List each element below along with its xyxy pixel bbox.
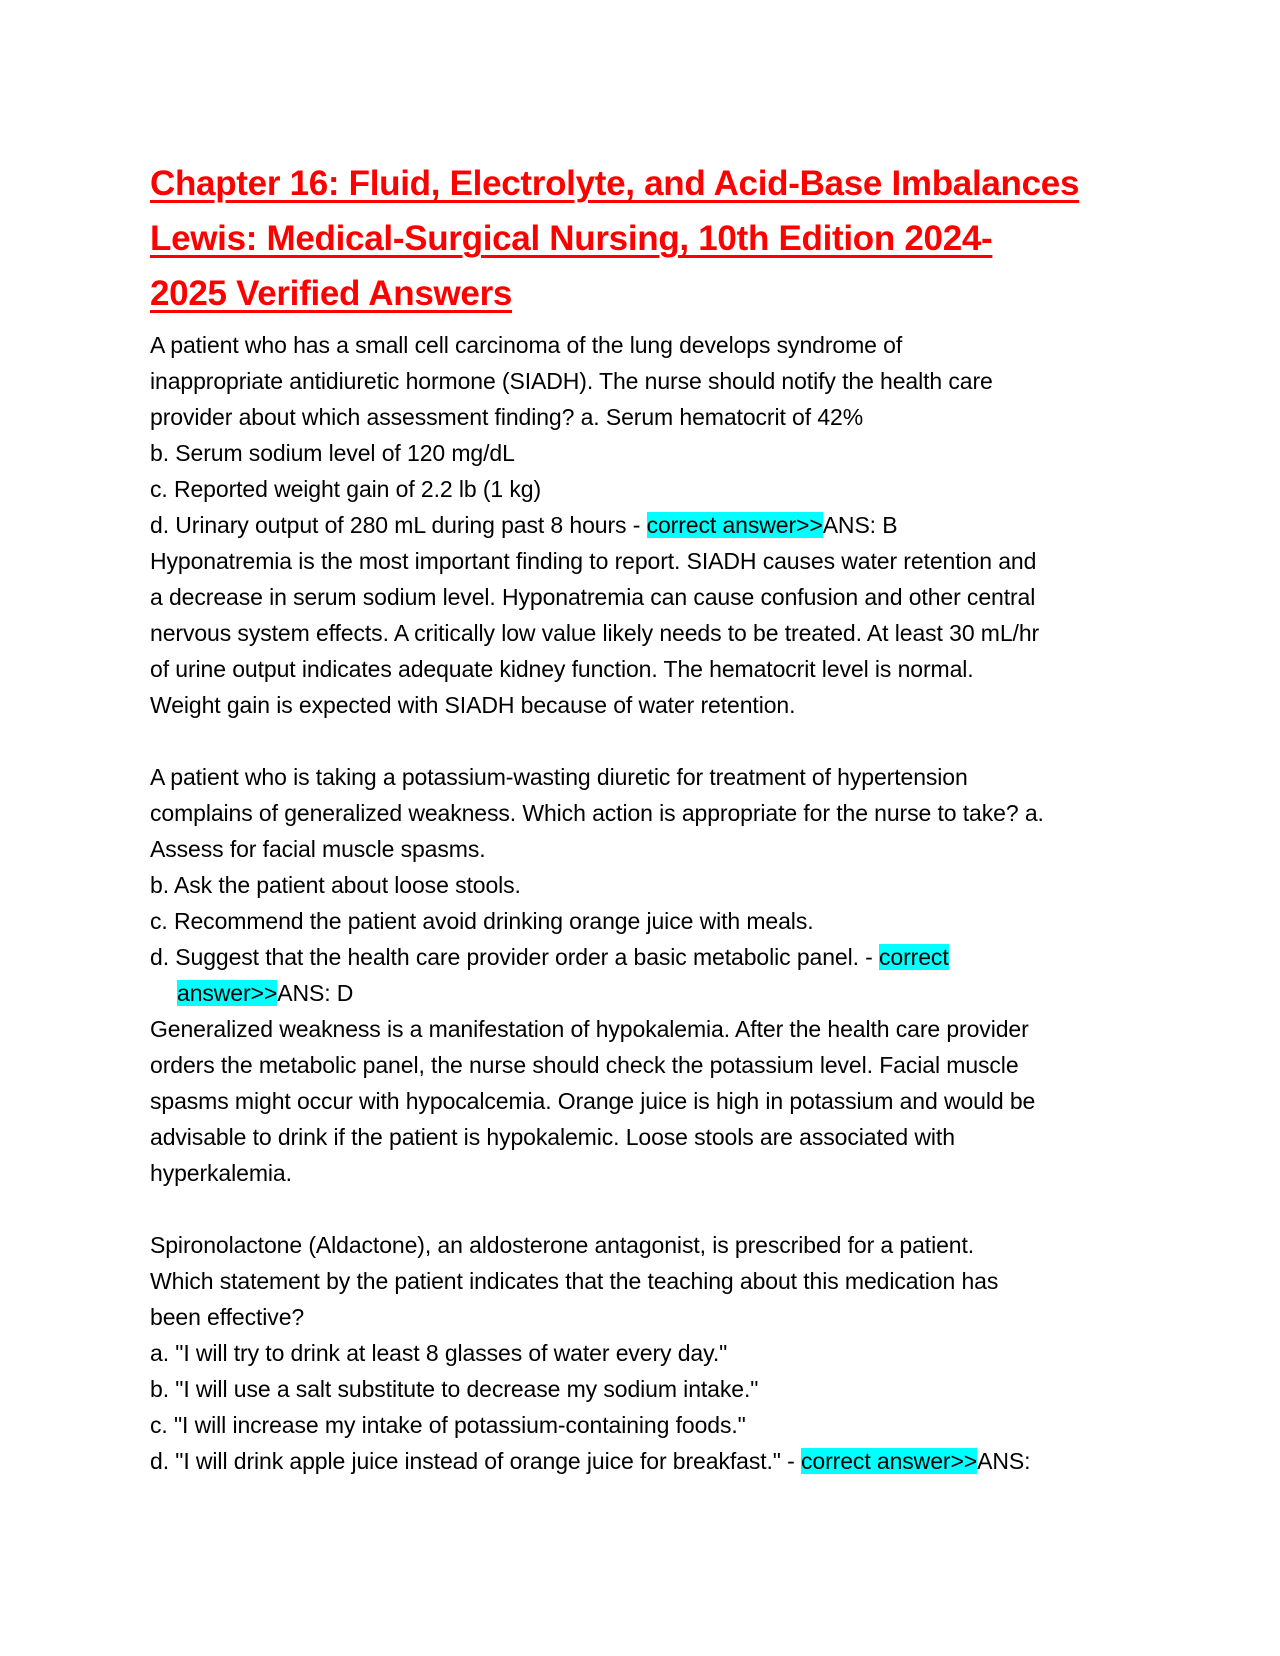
correct-answer-highlight: correct answer>> — [801, 1448, 978, 1474]
option-b: b. Serum sodium level of 120 mg/dL — [150, 440, 515, 466]
rationale-line: orders the metabolic panel, the nurse should check the potassium level. Facial muscle — [150, 1052, 1019, 1078]
option-d — [150, 1443, 1130, 1479]
title-line: Chapter 16: Fluid, Electrolyte, and Acid-Base Imbalances — [150, 164, 1080, 203]
option-c: c. "I will increase my intake of potassium-containing foods." — [150, 1412, 746, 1438]
option-d-continued — [150, 975, 1130, 1011]
option-c: c. Reported weight gain of 2.2 lb (1 kg) — [150, 476, 542, 502]
option-d-text: d. "I will drink apple juice instead of orange juice for breakfast." - — [150, 1448, 802, 1474]
rationale-line: advisable to drink if the patient is hypokalemic. Loose stools are associated with — [150, 1124, 955, 1150]
question-stem-line: Which statement by the patient indicates that the teaching about this medication has — [150, 1268, 999, 1294]
question-stem-line: complains of generalized weakness. Which action is appropriate for the nurse to take? a. — [150, 800, 1044, 826]
option-b: b. Ask the patient about loose stools. — [150, 872, 521, 898]
rationale-line: hyperkalemia. — [150, 1160, 292, 1186]
correct-answer-highlight: correct — [879, 944, 949, 970]
rationale-line: Weight gain is expected with SIADH because of water retention. — [150, 692, 796, 718]
document-title — [150, 156, 1130, 321]
rationale-line: nervous system effects. A critically low value likely needs to be treated. At least 30 mL/hr — [150, 620, 1040, 646]
option-d — [150, 939, 1130, 975]
question-stem-line: A patient who has a small cell carcinoma of the lung develops syndrome of — [150, 332, 903, 358]
question-3 — [150, 1227, 1130, 1479]
option-d-text: d. Urinary output of 280 mL during past 8 hours - — [150, 512, 647, 538]
title-line: Lewis: Medical-Surgical Nursing, 10th Edition 2024- — [150, 219, 993, 258]
option-d-text: d. Suggest that the health care provider order a basic metabolic panel. - — [150, 944, 880, 970]
option-b: b. "I will use a salt substitute to decrease my sodium intake." — [150, 1376, 759, 1402]
question-stem-line: provider about which assessment finding? a. Serum hematocrit of 42% — [150, 404, 864, 430]
rationale-line: a decrease in serum sodium level. Hyponatremia can cause confusion and other central — [150, 584, 1036, 610]
question-2 — [150, 759, 1130, 1191]
correct-answer-highlight: answer>> — [177, 980, 278, 1006]
answer-key: ANS: B — [822, 512, 898, 538]
rationale-line: spasms might occur with hypocalcemia. Orange juice is high in potassium and would be — [150, 1088, 1036, 1114]
question-stem-line: been effective? — [150, 1304, 305, 1330]
answer-key: ANS: — [977, 1448, 1031, 1474]
title-line: 2025 Verified Answers — [150, 274, 513, 313]
rationale-line: of urine output indicates adequate kidney function. The hematocrit level is normal. — [150, 656, 974, 682]
option-a: a. "I will try to drink at least 8 glasses of water every day." — [150, 1340, 728, 1366]
paragraph-gap — [150, 1191, 1130, 1227]
question-stem-line: A patient who is taking a potassium-wasting diuretic for treatment of hypertension — [150, 764, 968, 790]
question-stem-line: inappropriate antidiuretic hormone (SIADH). The nurse should notify the health care — [150, 368, 993, 394]
question-stem-line: Spironolactone (Aldactone), an aldosterone antagonist, is prescribed for a patient. — [150, 1232, 975, 1258]
answer-key: ANS: D — [277, 980, 354, 1006]
question-1 — [150, 327, 1130, 723]
option-c: c. Recommend the patient avoid drinking orange juice with meals. — [150, 908, 814, 934]
paragraph-gap — [150, 723, 1130, 759]
document-body — [150, 327, 1130, 1479]
rationale-line: Hyponatremia is the most important finding to report. SIADH causes water retention and — [150, 548, 1037, 574]
rationale-line: Generalized weakness is a manifestation of hypokalemia. After the health care provider — [150, 1016, 1029, 1042]
correct-answer-highlight: correct answer>> — [646, 512, 823, 538]
question-stem-line: Assess for facial muscle spasms. — [150, 836, 486, 862]
option-d — [150, 507, 1130, 543]
